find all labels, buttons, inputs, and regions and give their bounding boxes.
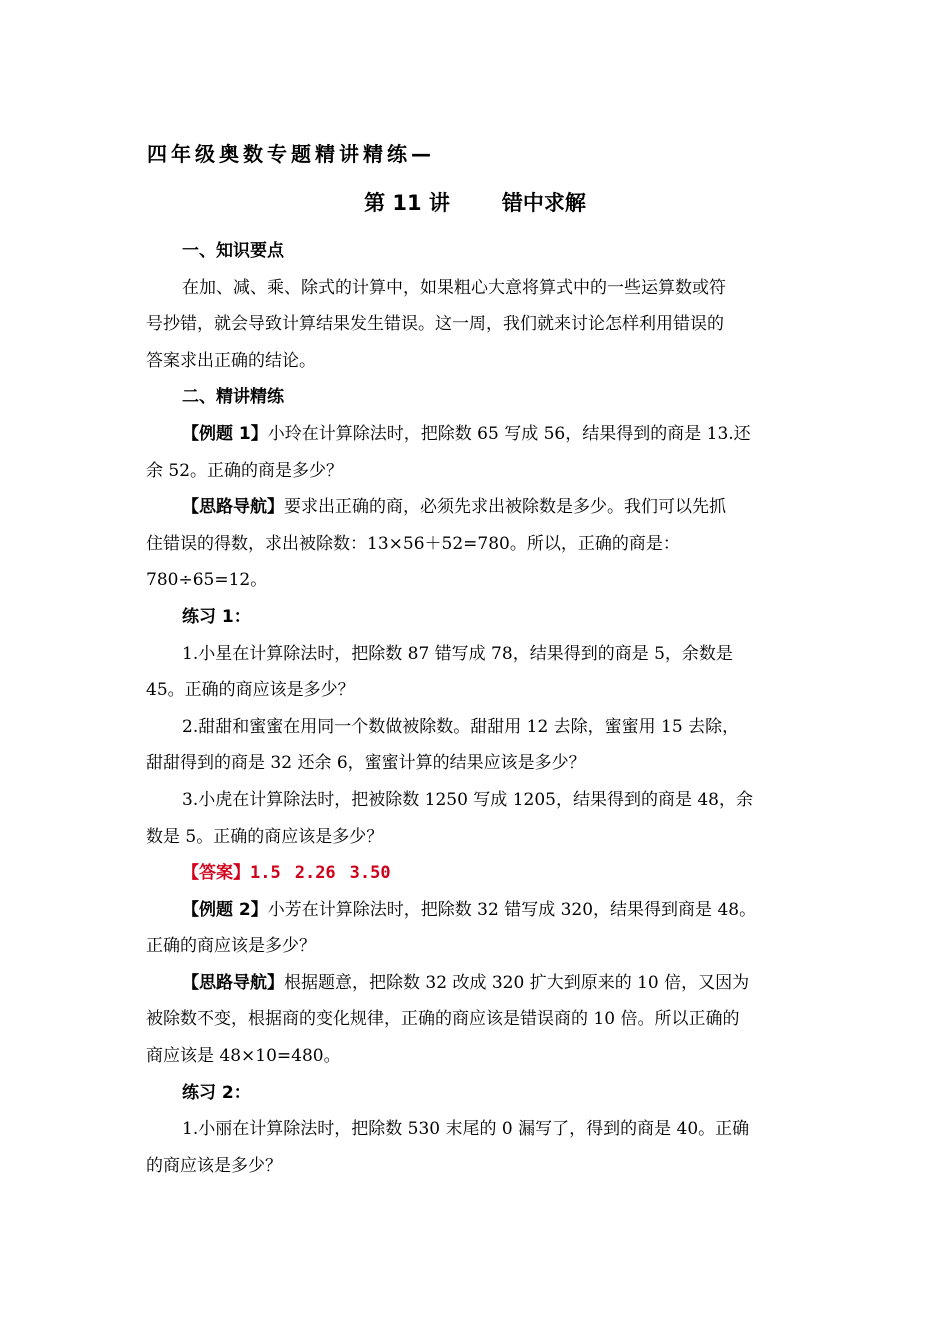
answer-item: 2.26 [294,863,336,884]
series-title: 四年级奥数专题精讲精练— [147,142,435,166]
practice-item: 数是 5。正确的商应该是多少？ [146,826,384,847]
practice-item: 1.小星在计算除法时，把除数 87 错写成 78，结果得到的商是 5，余数是 [182,643,733,664]
practice-item: 2.甜甜和蜜蜜在用同一个数做被除数。甜甜用 12 去除，蜜蜜用 15 去除， [182,716,740,737]
practice-item: 3.小虎在计算除法时，把被除数 1250 写成 1205，结果得到的商是 48，余 [182,789,753,810]
paragraph-line: 号抄错，就会导致计算结果发生错误。这一周，我们就来讨论怎样利用错误的 [146,314,724,335]
example-text: 小芳在计算除法时，把除数 32 错写成 320，结果得到商是 48。 [267,899,757,920]
example-2 [146,892,806,929]
example-text: 余 52。正确的商是多少？ [146,460,344,481]
answer-label: 【答案】 [182,863,250,884]
practice-item: 1.小丽在计算除法时，把除数 530 末尾的 0 漏写了，得到的商是 40。正确 [182,1119,750,1140]
lecture-title [0,187,950,217]
answer-item: 1.5 [250,863,281,884]
guide-text: 根据题意，把除数 32 改成 320 扩大到原来的 10 倍，又因为 [284,972,750,993]
example-text: 正确的商应该是多少？ [146,936,316,957]
paragraph-line: 在加、减、乘、除式的计算中，如果粗心大意将算式中的一些运算数或符 [182,277,726,298]
guide-label: 【思路导航】 [182,972,284,993]
lecture-number: 第 11 讲 [364,191,450,215]
paragraph-line: 答案求出正确的结论。 [146,350,316,371]
guide-text: 商应该是 48×10=480。 [146,1046,341,1067]
section-heading-practice: 二、精讲精练 [182,387,284,408]
guide-text: 780÷65=12。 [146,570,268,591]
document-body [146,233,806,1184]
answer-1 [146,855,806,892]
section-heading-knowledge: 一、知识要点 [182,241,284,261]
guide-label: 【思路导航】 [182,497,284,518]
practice-item: 的商应该是多少？ [146,1155,282,1176]
guide-1 [146,489,806,526]
guide-text: 被除数不变，根据商的变化规律，正确的商应该是错误商的 10 倍。所以正确的 [146,1009,740,1030]
practice-item: 45。正确的商应该是多少？ [146,680,355,701]
guide-text: 住错误的得数，求出被除数：13×56＋52=780。所以，正确的商是： [146,533,680,554]
guide-2 [146,965,806,1002]
answer-item: 3.50 [349,863,391,884]
example-label: 【例题 2】 [182,899,268,920]
guide-text: 要求出正确的商，必须先求出被除数是多少。我们可以先抓 [284,497,726,518]
example-label: 【例题 1】 [182,423,268,444]
practice-2-heading: 练习 2： [182,1082,251,1103]
practice-item: 甜甜得到的商是 32 还余 6，蜜蜜计算的结果应该是多少？ [146,753,586,774]
example-text: 小玲在计算除法时，把除数 65 写成 56，结果得到的商是 13.还 [267,423,751,444]
example-1 [146,416,806,453]
lecture-name: 错中求解 [501,191,586,215]
practice-1-heading: 练习 1： [182,606,251,627]
